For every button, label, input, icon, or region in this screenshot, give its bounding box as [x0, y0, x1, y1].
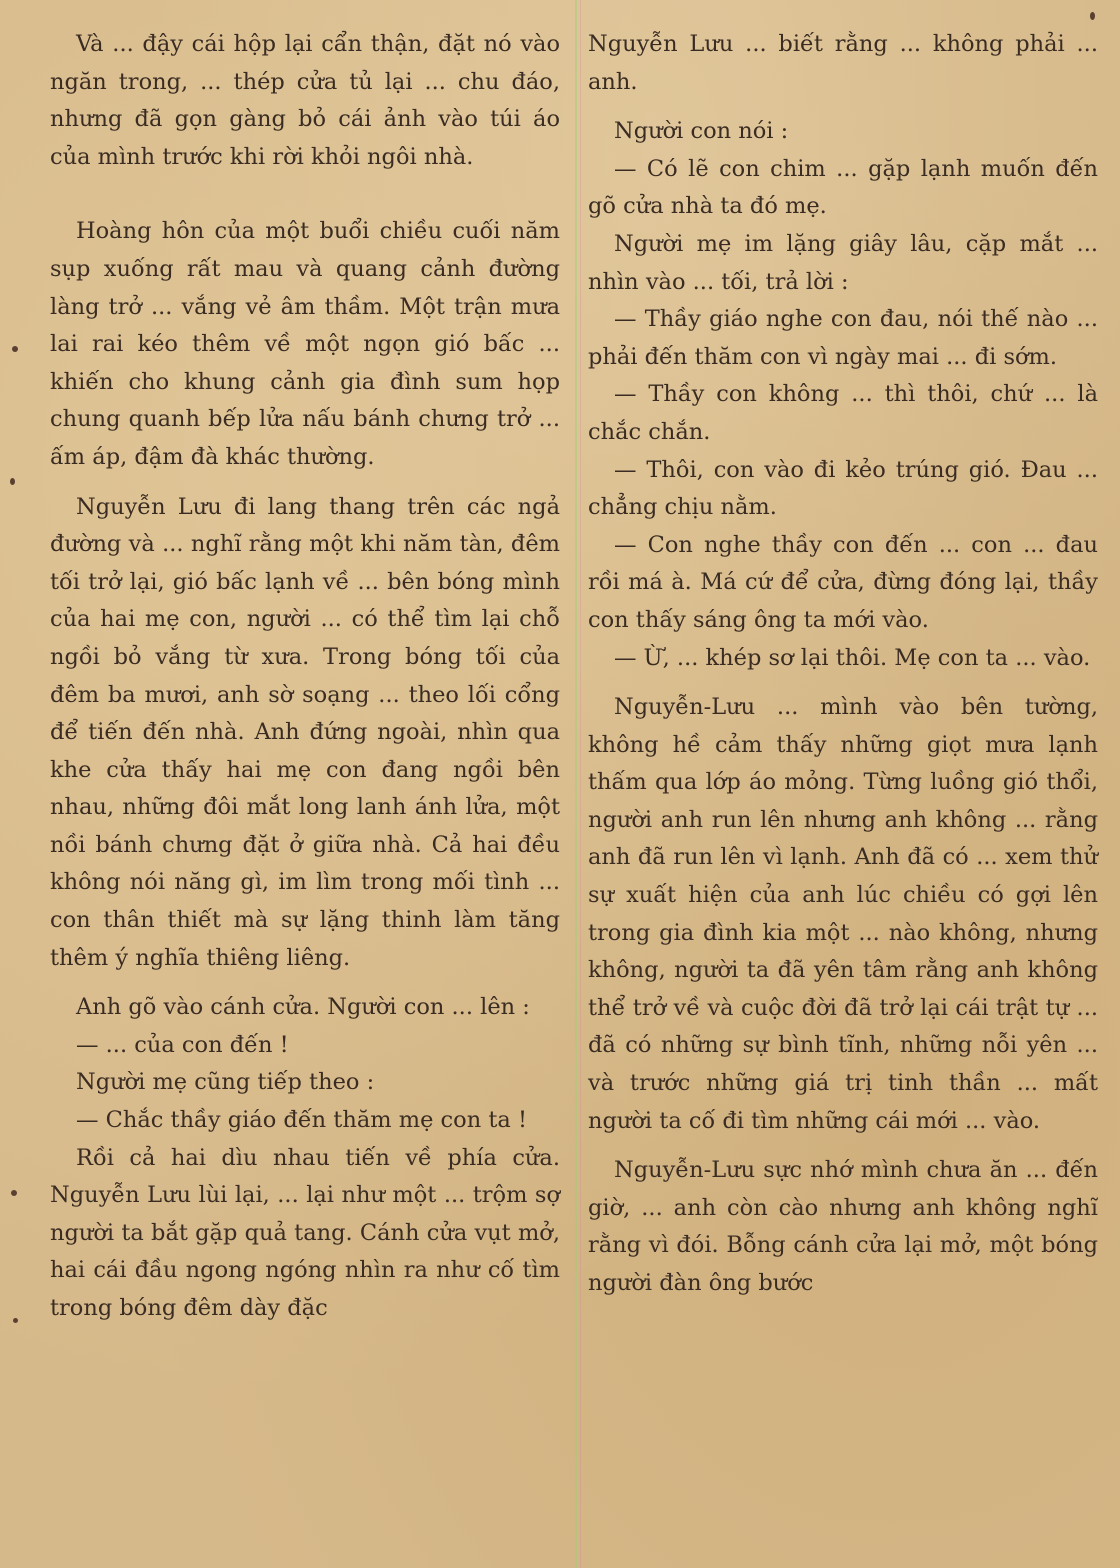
dialogue-3: — Thầy con không ... thì thôi, chứ ... là chắc chắn.: [588, 381, 1098, 445]
paragraph-gap: [588, 101, 1098, 113]
paragraph-gap: [50, 977, 560, 989]
paragraph-gap: [50, 176, 560, 213]
paragraph-5: Nguyễn-Lưu sực nhớ mình chưa ăn ... đến giờ, ... anh còn cào nhưng anh không nghĩ rằng vì đói. Bỗng cánh cửa lại mở, một bóng người đàn ông bước: [588, 1157, 1098, 1296]
dialogue-1: — ... của con đến !: [76, 1031, 289, 1058]
dialogue-2: — Chắc thầy giáo đến thăm mẹ con ta !: [76, 1107, 527, 1134]
paragraph-4: Nguyễn-Lưu ... mình vào bên tường, không hề cảm thấy những giọt mưa lạnh thấm qua lớp áo mỏng. Từng luồng gió thổi, người anh run lên nhưng anh không ... rằng anh đã run lên vì lạnh. Anh đã có ... xem thử sự xuất hiện của anh lúc chiều có gợi lên trong gia đình kia một ... nào không, nhưng không, người ta đã yên tâm rằng anh không thể trở về và cuộc đời đã trở lại cái trật tự ... đã có những sự bình tĩnh, những nỗi yên ... và trước những giá trị tinh thần ... mất người ta cố đi tìm những cái mới ... vào.: [588, 694, 1098, 1134]
paper-speck: [1090, 12, 1095, 20]
left-column: [50, 26, 560, 1328]
dialogue-1: — Có lẽ con chim ... gặp lạnh muốn đến gõ cửa nhà ta đó mẹ.: [588, 155, 1098, 220]
paragraph-2: Hoàng hôn của một buổi chiều cuối năm sụp xuống rất mau và quang cảnh đường làng trở ... vắng vẻ âm thầm. Một trận mưa lai rai kéo thêm về một ngọn gió bấc ... khiến cho khung cảnh gia đình sum họp chung quanh bếp lửa nấu bánh chưng trở ... ấm áp, đậm đà khác thường.: [50, 218, 560, 470]
paragraph-gap: [50, 477, 560, 489]
paragraph-1: Và ... đậy cái hộp lại cẩn thận, đặt nó vào ngăn trong, ... thép cửa tủ lại ... chu đáo, nhưng đã gọn gàng bỏ cái ảnh vào túi áo của mình trước khi rời khỏi ngôi nhà.: [50, 31, 560, 170]
paragraph-6: Rồi cả hai dìu nhau tiến về phía cửa. Nguyễn Lưu lùi lại, ... lại như một ... trộm sợ người ta bắt gặp quả tang. Cánh cửa vụt mở, hai cái đầu ngong ngóng nhìn ra như cố tìm trong bóng đêm dày đặc: [50, 1144, 560, 1321]
dialogue-4: — Thôi, con vào đi kẻo trúng gió. Đau ... chẳng chịu nằm.: [588, 456, 1098, 521]
paragraph-2: Người con nói :: [614, 118, 789, 145]
paragraph-gap: [588, 1140, 1098, 1152]
dialogue-6: — Ừ, ... khép sơ lại thôi. Mẹ con ta ... vào.: [614, 644, 1091, 671]
dialogue-5: — Con nghe thầy con đến ... con ... đau rồi má à. Má cứ để cửa, đừng đóng lại, thầy con thấy sáng ông ta mới vào.: [588, 531, 1098, 633]
paragraph-gap: [588, 677, 1098, 689]
paper-speck: [10, 478, 15, 485]
dialogue-2: — Thầy giáo nghe con đau, nói thế nào ... phải đến thăm con vì ngày mai ... đi sớm.: [588, 306, 1098, 370]
paragraph-3: Người mẹ im lặng giây lâu, cặp mắt ... nhìn vào ... tối, trả lời :: [588, 230, 1098, 295]
paper-speck: [13, 1318, 18, 1323]
paper-speck: [11, 1190, 17, 1196]
paragraph-5: Người mẹ cũng tiếp theo :: [76, 1069, 375, 1096]
column-divider-shadow: [580, 0, 581, 1568]
paragraph-3: Nguyễn Lưu đi lang thang trên các ngả đường và ... nghĩ rằng một khi năm tàn, đêm tối trở lại, gió bấc lạnh về ... bên bóng mình của hai mẹ con, người ... có thể tìm lại chỗ ngồi bỏ vắng từ xưa. Trong bóng tối của đêm ba mươi, anh sờ soạng ... theo lối cổng để tiến đến nhà. Anh đứng ngoài, nhìn qua khe cửa thấy hai mẹ con đang ngồi bên nhau, những đôi mắt long lanh ánh lửa, một nồi bánh chưng đặt ở giữa nhà. Cả hai đều không nói năng gì, im lìm trong mối tình ... con thân thiết mà sự lặng thinh làm tăng thêm ý nghĩa thiêng liêng.: [50, 493, 560, 971]
right-column: [588, 26, 1098, 1303]
paragraph-4: Anh gõ vào cánh cửa. Người con ... lên :: [76, 994, 530, 1021]
paper-speck: [12, 346, 18, 352]
paragraph-1: Nguyễn Lưu ... biết rằng ... không phải ... anh.: [588, 31, 1098, 95]
column-divider-line: [575, 0, 577, 1568]
